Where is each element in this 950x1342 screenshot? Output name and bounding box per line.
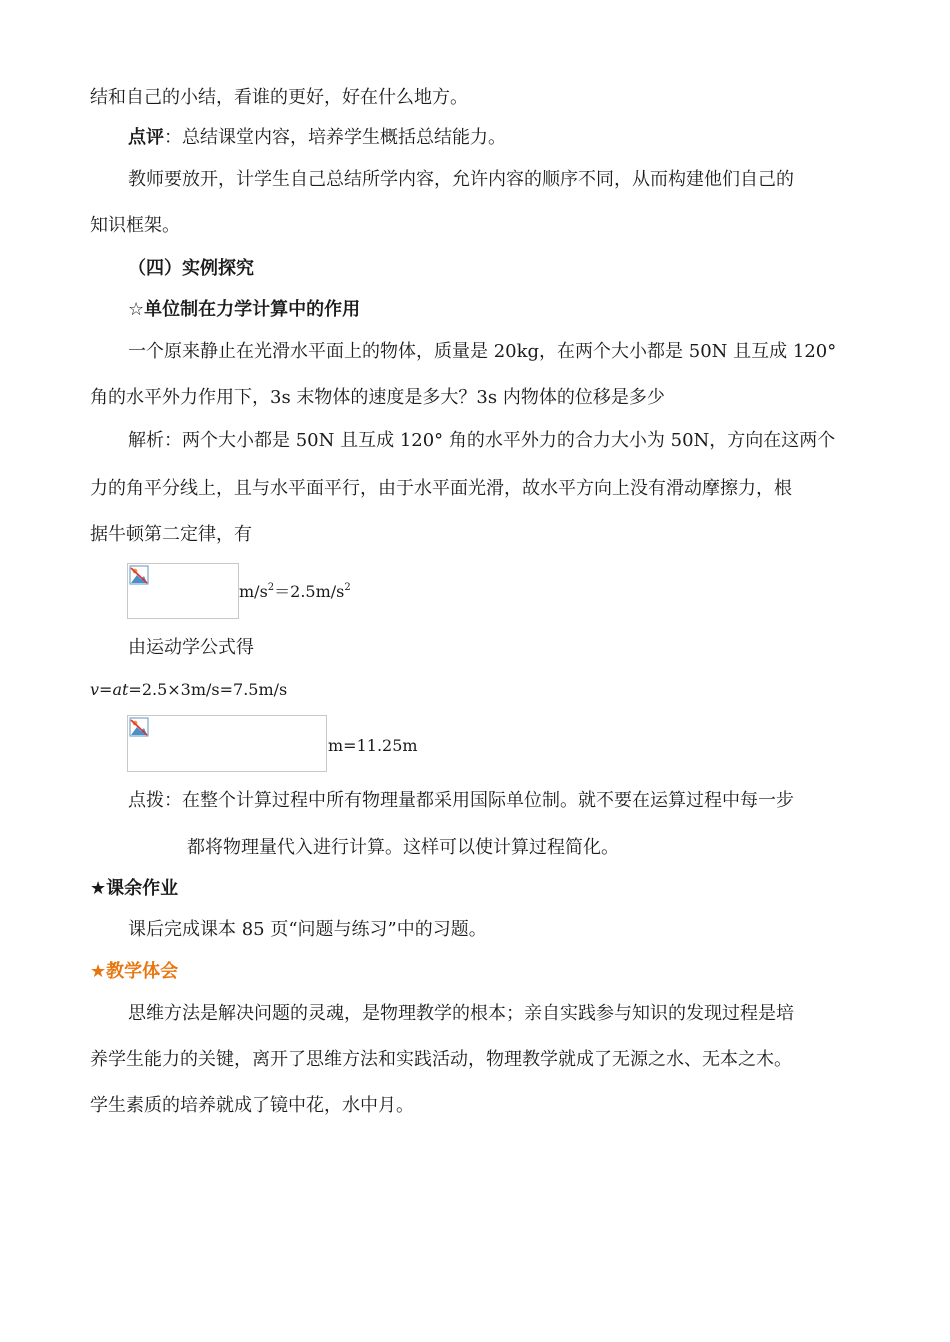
analysis-line2: 力的角平分线上，且与水平面平行，由于水平面光滑，故水平方向上没有滑动摩擦力，根 bbox=[90, 478, 792, 499]
reflection-line3: 学生素质的培养就成了镜中花，水中月。 bbox=[90, 1095, 414, 1116]
problem-line1: 一个原来静止在光滑水平面上的物体，质量是 20kg，在两个大小都是 50N 且互成 120° bbox=[128, 341, 837, 362]
kinematics-intro: 由运动学公式得 bbox=[128, 637, 254, 658]
eq1-unit: m/s bbox=[239, 582, 268, 601]
eq2-at: at bbox=[112, 680, 129, 699]
eq1-sup-a: 2 bbox=[267, 582, 275, 593]
comment-label: 点评 bbox=[128, 127, 164, 148]
homework-text: 课后完成课本 85 页“问题与练习”中的习题。 bbox=[128, 919, 487, 940]
homework-heading: ★课余作业 bbox=[90, 878, 179, 899]
equation-image-1 bbox=[127, 563, 239, 619]
reflection-line1: 思维方法是解决问题的灵魂，是物理教学的根本；亲自实践参与知识的发现过程是培 bbox=[128, 1003, 794, 1024]
paragraph-teacher-line2: 知识框架。 bbox=[90, 215, 180, 236]
paragraph-summary-end: 结和自己的小结，看谁的更好，好在什么地方。 bbox=[90, 87, 468, 108]
broken-image-icon bbox=[129, 717, 149, 737]
problem-line2: 角的水平外力作用下，3s 末物体的速度是多大？3s 内物体的位移是多少 bbox=[90, 387, 665, 408]
paragraph-comment bbox=[128, 126, 506, 150]
eq1-sup-b: 2 bbox=[344, 582, 351, 593]
analysis-line1: 解析：两个大小都是 50N 且互成 120° 角的水平外力的合力大小为 50N，方向在这两个 bbox=[128, 430, 836, 451]
equation-1-result bbox=[239, 580, 351, 604]
comment-text: ：总结课堂内容，培养学生概括总结能力。 bbox=[164, 127, 506, 148]
paragraph-teacher-line1: 教师要放开，计学生自己总结所学内容，允许内容的顺序不同，从而构建他们自己的 bbox=[128, 169, 794, 190]
equation-3-result: m=11.25m bbox=[328, 736, 418, 755]
broken-image-icon bbox=[129, 565, 149, 585]
section-heading-examples: （四）实例探究 bbox=[128, 258, 254, 279]
eq2-rest: =2.5×3m/s=7.5m/s bbox=[128, 680, 288, 699]
equation-image-2 bbox=[127, 715, 327, 772]
eq1-value: ＝2.5m/s bbox=[274, 582, 345, 601]
hint-line2: 都将物理量代入进行计算。这样可以使计算过程简化。 bbox=[187, 837, 619, 858]
equation-2 bbox=[90, 678, 287, 702]
reflection-line2: 养学生能力的关键，离开了思维方法和实践活动，物理教学就成了无源之水、无本之木。 bbox=[90, 1049, 792, 1070]
eq2-v: v bbox=[90, 680, 100, 699]
hint-line1: 点拨：在整个计算过程中所有物理量都采用国际单位制。就不要在运算过程中每一步 bbox=[128, 790, 794, 811]
reflection-heading: ★教学体会 bbox=[90, 961, 179, 982]
analysis-line3: 据牛顿第二定律，有 bbox=[90, 524, 252, 545]
subheading-unit-system: ☆单位制在力学计算中的作用 bbox=[128, 299, 361, 320]
eq2-equals: = bbox=[99, 680, 113, 699]
